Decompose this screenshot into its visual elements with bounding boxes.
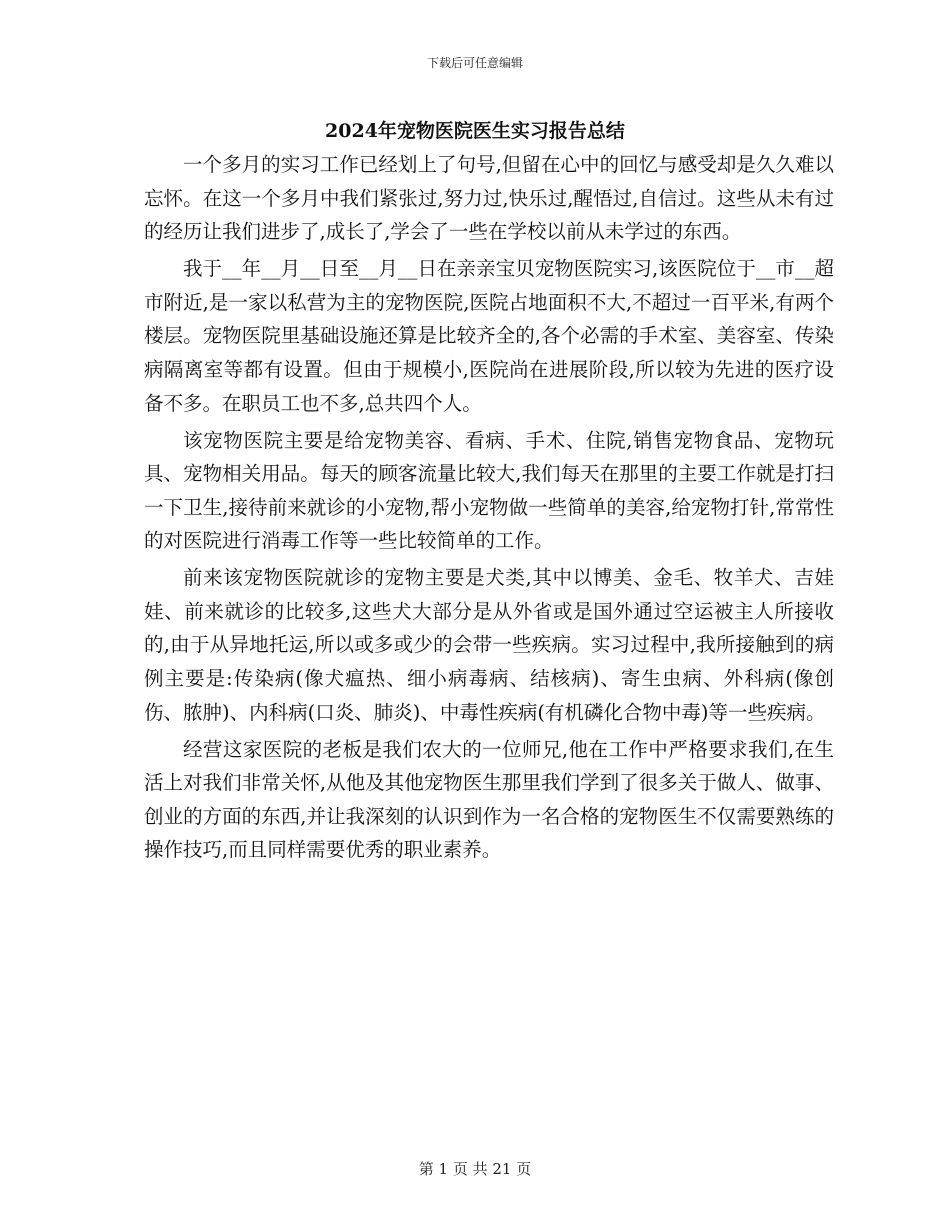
page-number: 第 1 页 共 21 页 — [418, 1160, 532, 1178]
header-note: 下载后可任意编辑 — [426, 56, 523, 70]
paragraph: 前来该宠物医院就诊的宠物主要是犬类,其中以博美、金毛、牧羊犬、吉娃娃、前来就诊的比较多,这些犬大部分是从外省或是国外通过空运被主人所接收的,由于从异地托运,所以或多或少的会带一些疾病。实习过程中,我所接触到的病例主要是:传染病(像犬瘟热、细小病毒病、结核病)、寄生虫病、外科病(像创伤、脓肿)、内科病(口炎、肺炎)、中毒性疾病(有机磷化合物中毒)等一些疾病。 — [144, 566, 834, 724]
paragraph: 经营这家医院的老板是我们农大的一位师兄,他在工作中严格要求我们,在生活上对我们非常关怀,从他及其他宠物医生那里我们学到了很多关于做人、做事、创业的方面的东西,并让我深刻的认识到作为一名合格的宠物医生不仅需要熟练的操作技巧,而且同样需要优秀的职业素养。 — [144, 737, 834, 862]
paragraph: 一个多月的实习工作已经划上了句号,但留在心中的回忆与感受却是久久难以忘怀。在这一个多月中我们紧张过,努力过,快乐过,醒悟过,自信过。这些从未有过的经历让我们进步了,成长了,学会了一些在学校以前从未学过的东西。 — [144, 153, 834, 244]
document-title: 2024年宠物医院医生实习报告总结 — [325, 120, 625, 142]
paragraph: 该宠物医院主要是给宠物美容、看病、手术、住院,销售宠物食品、宠物玩具、宠物相关用品。每天的顾客流量比较大,我们每天在那里的主要工作就是打扫一下卫生,接待前来就诊的小宠物,帮小宠物做一些简单的美容,给宠物打针,常常性的对医院进行消毒工作等一些比较简单的工作。 — [144, 428, 834, 553]
paragraph: 我于__年__月__日至__月__日在亲亲宝贝宠物医院实习,该医院位于__市__超市附近,是一家以私营为主的宠物医院,医院占地面积不大,不超过一百平米,有两个楼层。宠物医院里基础设施还算是比较齐全的,各个必需的手术室、美容室、传染病隔离室等都有设置。但由于规模小,医院尚在进展阶段,所以较为先进的医疗设备不多。在职员工也不多,总共四个人。 — [144, 257, 834, 415]
document-body — [144, 148, 834, 870]
